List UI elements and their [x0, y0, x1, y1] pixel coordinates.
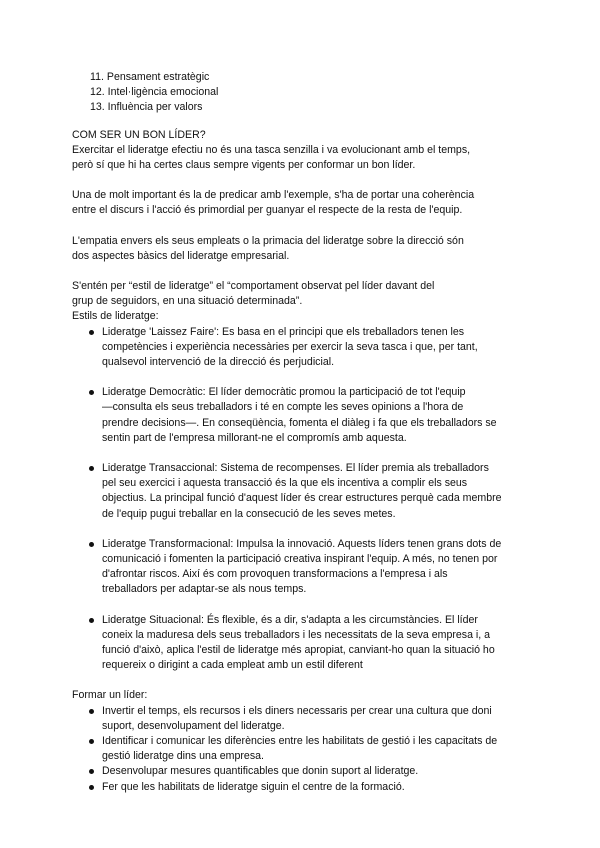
text-line: suport, desenvolupament del lideratge.	[102, 719, 285, 732]
paragraph-empathy	[72, 234, 532, 264]
list-item	[72, 704, 532, 734]
numbered-item: 13. Influència per valors	[90, 101, 203, 114]
text-line: Lideratge 'Laissez Faire': Es basa en el principi que els treballadors tenen les	[102, 325, 465, 338]
bullet-icon	[89, 769, 94, 774]
text-line: coneix la maduresa dels seus treballadors i les necessitats de la seva empresa i, a	[102, 628, 491, 641]
bullet-icon	[89, 618, 94, 623]
text-line: —consulta els seus treballadors i té en compte les seves opinions a l'hora de	[102, 401, 464, 414]
text-line: de l'equip pugui treballar en la consecució de les seves metes.	[102, 507, 396, 520]
styles-heading: Estils de lideratge:	[72, 310, 159, 323]
text-line: Lideratge Democràtic: El líder democràtic promou la participació de tot l'equip	[102, 386, 466, 399]
numbered-list	[90, 70, 532, 116]
styles-list	[72, 325, 532, 674]
section-title: COM SER UN BON LÍDER?	[72, 128, 206, 141]
document-page	[72, 70, 532, 795]
list-item	[72, 385, 532, 446]
text-line: sentin part de l'empresa millorant-ne el compromís amb aquesta.	[102, 431, 407, 444]
text-line: pel seu exercici i aquesta transacció és la que els incentiva a complir els seus	[102, 477, 468, 490]
list-item	[72, 780, 532, 795]
bullet-icon	[89, 542, 94, 547]
list-item	[72, 764, 532, 779]
text-line: funció d'això, aplica l'estil de lideratge més apropiat, canviant-ho quan la situació ho	[102, 644, 495, 657]
bullet-icon	[89, 785, 94, 790]
text-line: Fer que les habilitats de lideratge siguin el centre de la formació.	[102, 780, 405, 793]
text-line: dos aspectes bàsics del lideratge empresarial.	[72, 249, 290, 262]
text-line: Desenvolupar mesures quantificables que donin suport al lideratge.	[102, 765, 419, 778]
bullet-icon	[89, 739, 94, 744]
numbered-item: 12. Intel·ligència emocional	[90, 86, 219, 99]
text-line: gestió lideratge dins una empresa.	[102, 750, 264, 763]
text-line: S'entén per “estil de lideratge” el “comportament observat pel líder davant del	[72, 279, 435, 292]
list-item	[72, 325, 532, 371]
bullet-icon	[89, 390, 94, 395]
paragraph-style-definition	[72, 279, 532, 309]
paragraph-intro	[72, 143, 532, 173]
bullet-icon	[89, 330, 94, 335]
list-item	[72, 461, 532, 522]
bullet-icon	[89, 466, 94, 471]
text-line: Lideratge Situacional: És flexible, és a dir, s'adapta a les circumstàncies. El líder	[102, 613, 478, 626]
text-line: treballadors per adaptar-se als nous temps.	[102, 583, 307, 596]
text-line: grup de seguidors, en una situació determinada”.	[72, 295, 303, 308]
text-line: Invertir el temps, els recursos i els diners necessaris per crear una cultura que doni	[102, 704, 492, 717]
paragraph-example	[72, 188, 532, 218]
text-line: Identificar i comunicar les diferències entre les habilitats de gestió i les capacitats de	[102, 735, 498, 748]
list-item	[72, 734, 532, 764]
text-line: L'empatia envers els seus empleats o la primacia del lideratge sobre la direcció són	[72, 234, 464, 247]
text-line: Una de molt important és la de predicar amb l'exemple, s'ha de portar una coherència	[72, 189, 475, 202]
text-line: objectius. La principal funció d'aquest líder és crear estructures perquè cada membre	[102, 492, 502, 505]
bullet-icon	[89, 709, 94, 714]
text-line: d'afrontar riscos. Així és com provoquen transformacions a l'empresa i als	[102, 568, 448, 581]
training-list	[72, 704, 532, 795]
text-line: competències i experiència necessàries per exercir la seva tasca i que, per tant,	[102, 340, 478, 353]
numbered-item: 11. Pensament estratègic	[90, 71, 210, 83]
text-line: Lideratge Transaccional: Sistema de recompenses. El líder premia als treballadors	[102, 462, 489, 475]
text-line: prendre decisions—. En conseqüència, fomenta el diàleg i fa que els treballadors se	[102, 416, 497, 429]
list-item	[72, 613, 532, 674]
text-line: comunicació i fomenten la participació creativa inspirant l'equip. A més, no tenen por	[102, 553, 498, 566]
text-line: entre el discurs i l'acció és primordial per guanyar el respecte de la resta de l'equip.	[72, 204, 463, 217]
text-line: Exercitar el lideratge efectiu no és una tasca senzilla i va evolucionant amb el temps,	[72, 143, 471, 156]
text-line: però sí que hi ha certes claus sempre vigents per conformar un bon líder.	[72, 158, 416, 171]
text-line: Lideratge Transformacional: Impulsa la innovació. Aquests líders tenen grans dots de	[102, 537, 502, 550]
text-line: requereix o dirigint a cada empleat amb un estil diferent	[102, 659, 363, 672]
list-item	[72, 537, 532, 598]
training-heading: Formar un líder:	[72, 689, 148, 702]
text-line: qualsevol intervenció de la direcció és perjudicial.	[102, 356, 335, 368]
